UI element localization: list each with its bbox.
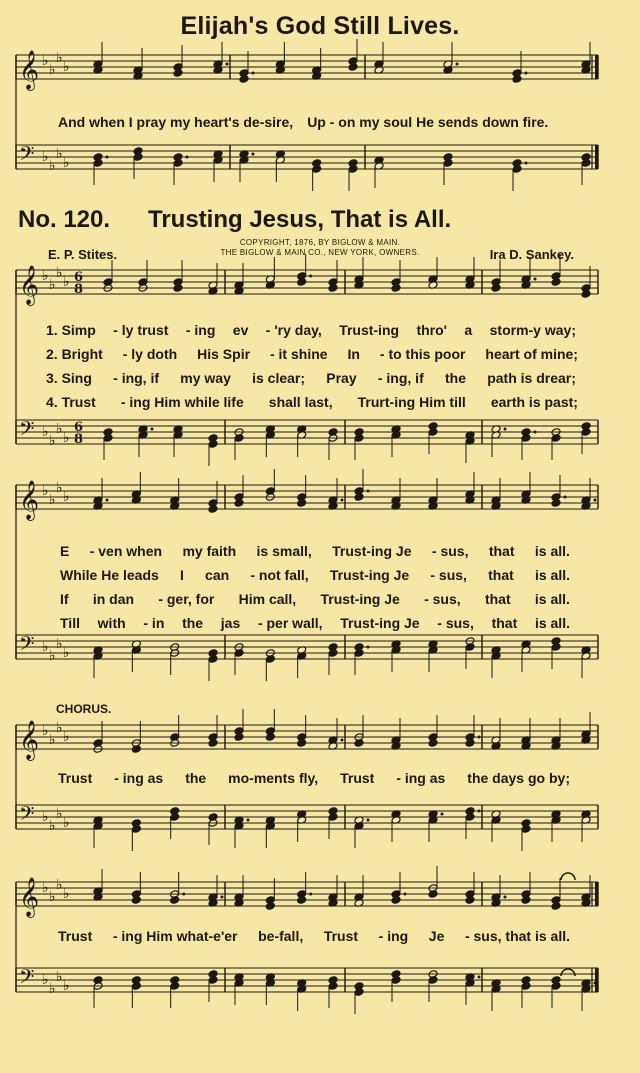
notehead bbox=[428, 890, 438, 899]
time-signature: 8 bbox=[74, 432, 84, 447]
lyric-segment: Trust-ing Je bbox=[340, 615, 420, 631]
notehead bbox=[354, 649, 364, 658]
notehead bbox=[131, 982, 141, 991]
lyric-segment: - ly trust bbox=[113, 322, 169, 338]
dot bbox=[534, 431, 537, 434]
flat-icon: ♭ bbox=[42, 149, 49, 165]
notehead bbox=[391, 284, 401, 293]
notehead bbox=[491, 284, 501, 293]
notehead bbox=[93, 159, 103, 168]
lyricist-credit: E. P. Stites. bbox=[48, 247, 118, 262]
notehead bbox=[131, 745, 141, 754]
notehead bbox=[428, 976, 438, 985]
verse-3-line-2 bbox=[60, 591, 570, 607]
bass-clef-icon: 𝄢 bbox=[19, 417, 35, 445]
notehead bbox=[354, 434, 364, 443]
lyric-segment: is all. bbox=[534, 591, 570, 607]
notehead bbox=[512, 165, 522, 174]
lyric-segment: - ing, if bbox=[377, 370, 424, 386]
lyric-segment: While He leads bbox=[60, 567, 159, 583]
notehead bbox=[512, 75, 522, 84]
notehead bbox=[521, 896, 531, 905]
notehead bbox=[328, 813, 338, 822]
flat-icon: ♭ bbox=[56, 969, 63, 985]
lyric-segment: - not fall, bbox=[250, 567, 309, 583]
notehead bbox=[551, 982, 561, 991]
lyric-segment: my faith bbox=[182, 543, 237, 559]
lyric-segment: - ing Him what-e'er bbox=[112, 928, 238, 944]
dot bbox=[594, 499, 597, 502]
lyric-segment: in dan bbox=[92, 591, 135, 607]
lyric-segment: - sus, bbox=[437, 615, 474, 631]
lyric-segment: is all. bbox=[534, 543, 570, 559]
dot bbox=[341, 739, 344, 742]
notehead bbox=[428, 739, 438, 748]
lyric-segment: is small, bbox=[256, 543, 312, 559]
notehead bbox=[234, 499, 244, 508]
dot bbox=[478, 736, 481, 739]
dot bbox=[221, 896, 224, 899]
flat-icon: ♭ bbox=[56, 50, 63, 66]
lyric-segment: Trust bbox=[58, 770, 93, 786]
dot bbox=[247, 819, 250, 822]
lyric-segment: that bbox=[488, 543, 515, 559]
notehead bbox=[354, 988, 364, 997]
flat-icon: ♭ bbox=[49, 492, 56, 508]
notehead bbox=[551, 902, 561, 911]
notehead bbox=[328, 649, 338, 658]
lyric-segment: Trust-ing Je bbox=[320, 591, 400, 607]
flat-icon: ♭ bbox=[63, 59, 70, 75]
notehead bbox=[328, 284, 338, 293]
lyric-segment: - it shine bbox=[269, 346, 328, 362]
flat-icon: ♭ bbox=[63, 645, 70, 661]
lyric-segment: my way bbox=[180, 370, 231, 386]
lyric-segment: - per wall, bbox=[257, 615, 323, 631]
lyric-segment: Till bbox=[60, 615, 80, 631]
dot bbox=[106, 156, 109, 159]
dot bbox=[456, 63, 459, 66]
notehead bbox=[551, 643, 561, 652]
lyric-segment: - ing bbox=[378, 928, 409, 944]
dot bbox=[504, 428, 507, 431]
lyric-segment: Trust bbox=[340, 770, 375, 786]
notehead bbox=[234, 434, 244, 443]
notehead bbox=[521, 982, 531, 991]
dot bbox=[252, 72, 255, 75]
flat-icon: ♭ bbox=[42, 639, 49, 655]
chorus-line-2 bbox=[58, 928, 570, 944]
lyric-segment: shall last, bbox=[268, 394, 333, 410]
notehead bbox=[551, 434, 561, 443]
lyric-segment: - ly doth bbox=[122, 346, 178, 362]
flat-icon: ♭ bbox=[49, 158, 56, 174]
lyric-segment: 2. Bright bbox=[46, 346, 103, 362]
notehead bbox=[297, 739, 307, 748]
notehead bbox=[208, 739, 218, 748]
flat-icon: ♭ bbox=[63, 430, 70, 446]
flat-icon: ♭ bbox=[42, 723, 49, 739]
final-barline bbox=[595, 145, 598, 169]
notehead bbox=[239, 75, 249, 84]
notehead bbox=[170, 982, 180, 991]
lyric-segment: - ing Him while life bbox=[120, 394, 244, 410]
lyric-segment: 4. Trust bbox=[46, 394, 96, 410]
flat-icon: ♭ bbox=[56, 421, 63, 437]
verse-4-line-2 bbox=[60, 615, 570, 631]
dot bbox=[182, 893, 185, 896]
dot bbox=[478, 810, 481, 813]
notehead bbox=[391, 976, 401, 985]
lyric-segment: can bbox=[205, 567, 230, 583]
lyric-segment: jas bbox=[220, 615, 241, 631]
treble-clef-icon: 𝄞 bbox=[19, 50, 40, 90]
lyric-segment: the days go by; bbox=[467, 770, 570, 786]
notehead bbox=[312, 165, 322, 174]
flat-icon: ♭ bbox=[56, 877, 63, 893]
notehead bbox=[208, 655, 218, 664]
dot bbox=[478, 976, 481, 979]
dot bbox=[106, 499, 109, 502]
dot bbox=[367, 646, 370, 649]
lyric-segment: heart of mine; bbox=[485, 346, 578, 362]
notehead bbox=[265, 655, 275, 664]
flat-icon: ♭ bbox=[42, 809, 49, 825]
bass-clef-icon: 𝄢 bbox=[19, 142, 35, 170]
lyric-segment: - in bbox=[143, 615, 165, 631]
dot bbox=[341, 499, 344, 502]
treble-clef-icon: 𝄞 bbox=[19, 720, 40, 760]
flat-icon: ♭ bbox=[56, 806, 63, 822]
composer-credit: Ira D. Sankey. bbox=[489, 247, 574, 262]
hymn-number: No. 120. bbox=[18, 206, 111, 233]
copyright-line: COPYRIGHT, 1876, BY BIGLOW & MAIN. bbox=[239, 238, 401, 247]
dot bbox=[525, 162, 528, 165]
dot bbox=[309, 893, 312, 896]
notehead bbox=[297, 896, 307, 905]
lyric-segment: - ing bbox=[185, 322, 216, 338]
dot bbox=[151, 428, 154, 431]
treble-clef-icon: 𝄞 bbox=[19, 265, 40, 305]
notehead bbox=[551, 278, 561, 287]
flat-icon: ♭ bbox=[63, 978, 70, 994]
lyric-segment: - ing as bbox=[396, 770, 446, 786]
lyric-segment: - ger, for bbox=[158, 591, 215, 607]
notehead bbox=[297, 278, 307, 287]
final-barline bbox=[595, 882, 598, 906]
lyric-segment: And when I pray my heart's de-sire, bbox=[58, 114, 294, 130]
notehead bbox=[234, 733, 244, 742]
bass-clef-icon: 𝄢 bbox=[19, 632, 35, 660]
flat-icon: ♭ bbox=[42, 424, 49, 440]
flat-icon: ♭ bbox=[56, 480, 63, 496]
flat-icon: ♭ bbox=[63, 729, 70, 745]
lyric-segment: path is drear; bbox=[487, 370, 576, 386]
lyric-segment: - sus, bbox=[431, 543, 469, 559]
lyric-segment: that bbox=[491, 615, 518, 631]
lyric-segment: Trust bbox=[323, 928, 359, 944]
dot bbox=[594, 982, 597, 985]
lyric-segment: a bbox=[464, 322, 473, 338]
notehead bbox=[391, 896, 401, 905]
flat-icon: ♭ bbox=[42, 483, 49, 499]
lyric-segment: the bbox=[182, 615, 204, 631]
lyric-segment: E bbox=[60, 543, 70, 559]
dot bbox=[252, 153, 255, 156]
lyric-segment: Him call, bbox=[238, 591, 297, 607]
flat-icon: ♭ bbox=[56, 720, 63, 736]
lyric-segment: Trust bbox=[58, 928, 93, 944]
notehead bbox=[297, 499, 307, 508]
flat-icon: ♭ bbox=[63, 274, 70, 290]
notehead bbox=[170, 813, 180, 822]
treble-clef-icon: 𝄞 bbox=[19, 480, 40, 520]
notehead bbox=[173, 159, 183, 168]
flat-icon: ♭ bbox=[49, 732, 56, 748]
notehead bbox=[465, 896, 475, 905]
lyric-segment: is all. bbox=[534, 615, 570, 631]
notehead bbox=[354, 739, 364, 748]
notehead bbox=[521, 434, 531, 443]
lyric-segment: 1. Simp bbox=[46, 322, 96, 338]
notehead bbox=[131, 896, 141, 905]
notehead bbox=[428, 428, 438, 437]
flat-icon: ♭ bbox=[42, 972, 49, 988]
lyric-segment: Trurt-ing Him till bbox=[357, 394, 466, 410]
prev-hymn-title: Elijah's God Still Lives. bbox=[180, 12, 460, 40]
lyric-segment: In bbox=[347, 346, 360, 362]
lyric-segment: that bbox=[488, 567, 514, 583]
hymn-header bbox=[18, 206, 628, 234]
lyric-segment: Trust-ing bbox=[339, 322, 400, 338]
notehead bbox=[348, 63, 358, 72]
flat-icon: ♭ bbox=[49, 648, 56, 664]
lyric-segment: - ven when bbox=[89, 543, 163, 559]
lyric-segment: be-fall, bbox=[258, 928, 304, 944]
lyric-segment: - sus, that is all. bbox=[464, 928, 570, 944]
lyric-segment: Trust-ing Je bbox=[332, 543, 412, 559]
flat-icon: ♭ bbox=[63, 155, 70, 171]
flat-icon: ♭ bbox=[49, 433, 56, 449]
lyric-segment: storm-y way; bbox=[489, 322, 576, 338]
lyric-segment: - sus, bbox=[424, 591, 461, 607]
dot bbox=[226, 63, 229, 66]
notehead bbox=[443, 159, 453, 168]
notehead bbox=[581, 290, 591, 299]
verse-3-line-1 bbox=[46, 370, 576, 386]
notehead bbox=[465, 813, 475, 822]
notehead bbox=[265, 733, 275, 742]
flat-icon: ♭ bbox=[42, 53, 49, 69]
fermata-icon bbox=[561, 873, 575, 880]
flat-icon: ♭ bbox=[42, 268, 49, 284]
lyric-segment: - ing, if bbox=[113, 370, 160, 386]
flat-icon: ♭ bbox=[49, 62, 56, 78]
dot bbox=[367, 819, 370, 822]
copyright-notice bbox=[170, 238, 470, 258]
notehead bbox=[551, 499, 561, 508]
notehead bbox=[103, 434, 113, 443]
verse-2-line-1 bbox=[46, 346, 578, 362]
final-barline bbox=[595, 55, 598, 79]
notehead bbox=[581, 159, 591, 168]
notehead bbox=[465, 643, 475, 652]
lyric-segment: - sus, bbox=[430, 567, 467, 583]
lyric-segment: thro' bbox=[416, 322, 448, 338]
notehead bbox=[208, 505, 218, 514]
flat-icon: ♭ bbox=[56, 146, 63, 162]
flat-icon: ♭ bbox=[49, 981, 56, 997]
notehead bbox=[133, 153, 143, 162]
prev-hymn-lyric bbox=[58, 114, 580, 130]
notehead bbox=[354, 493, 364, 502]
dot bbox=[441, 813, 444, 816]
lyric-segment: - to this poor bbox=[379, 346, 466, 362]
lyric-segment: mo-ments fly, bbox=[228, 770, 319, 786]
flat-icon: ♭ bbox=[49, 818, 56, 834]
verse-1-line-1 bbox=[46, 322, 576, 338]
lyric-segment: I bbox=[179, 567, 184, 583]
verse-2-line-2 bbox=[60, 567, 570, 583]
flat-icon: ♭ bbox=[49, 889, 56, 905]
notehead bbox=[173, 284, 183, 293]
bass-clef-icon: 𝄢 bbox=[19, 802, 35, 830]
notehead bbox=[581, 428, 591, 437]
flat-icon: ♭ bbox=[49, 277, 56, 293]
lyric-segment: earth is past; bbox=[490, 394, 578, 410]
time-signature: 6 bbox=[74, 420, 84, 435]
notehead bbox=[465, 739, 475, 748]
lyric-segment: the bbox=[185, 770, 207, 786]
dot bbox=[309, 275, 312, 278]
lyric-segment: His Spir bbox=[197, 346, 251, 362]
hymn-title: Trusting Jesus, That is All. bbox=[148, 206, 452, 233]
verse-1-line-2 bbox=[60, 543, 570, 559]
copyright-line: THE BIGLOW & MAIN CO., NEW YORK, OWNERS. bbox=[220, 248, 420, 257]
lyric-segment: 3. Sing bbox=[46, 370, 92, 386]
chorus-line-1 bbox=[58, 770, 570, 786]
lyric-segment: is clear; bbox=[252, 370, 306, 386]
flat-icon: ♭ bbox=[56, 265, 63, 281]
chorus-label: CHORUS. bbox=[56, 702, 112, 716]
flat-icon: ♭ bbox=[42, 880, 49, 896]
dot bbox=[564, 496, 567, 499]
dot bbox=[186, 156, 189, 159]
notehead bbox=[348, 165, 358, 174]
verse-4-line-1 bbox=[46, 394, 578, 410]
notehead bbox=[521, 825, 531, 834]
time-signature: 8 bbox=[74, 282, 84, 297]
lyric-segment: ev bbox=[232, 322, 249, 338]
flat-icon: ♭ bbox=[63, 886, 70, 902]
notehead bbox=[170, 896, 180, 905]
lyric-segment: that bbox=[484, 591, 511, 607]
flat-icon: ♭ bbox=[63, 489, 70, 505]
dot bbox=[367, 490, 370, 493]
final-barline bbox=[595, 968, 598, 992]
lyric-segment: - ing as bbox=[114, 770, 164, 786]
notehead bbox=[234, 649, 244, 658]
notehead bbox=[208, 440, 218, 449]
treble-clef-icon: 𝄞 bbox=[19, 877, 40, 917]
dot bbox=[534, 278, 537, 281]
flat-icon: ♭ bbox=[56, 636, 63, 652]
lyric-segment: is all. bbox=[534, 567, 570, 583]
notehead bbox=[131, 825, 141, 834]
flat-icon: ♭ bbox=[63, 815, 70, 831]
notehead bbox=[208, 976, 218, 985]
time-signature: 6 bbox=[74, 270, 84, 285]
lyric-segment: Je bbox=[428, 928, 445, 944]
bass-clef-icon: 𝄢 bbox=[19, 965, 35, 993]
notehead bbox=[173, 69, 183, 78]
lyric-segment: the bbox=[444, 370, 466, 386]
dot bbox=[404, 893, 407, 896]
fermata-icon bbox=[561, 969, 575, 976]
dot bbox=[525, 72, 528, 75]
lyric-segment: Up - on my soul He sends down fire. bbox=[307, 114, 549, 130]
lyric-segment: Trust-ing Je bbox=[329, 567, 410, 583]
lyric-segment: - 'ry day, bbox=[265, 322, 322, 338]
dot bbox=[504, 896, 507, 899]
notehead bbox=[265, 902, 275, 911]
lyric-segment: with bbox=[97, 615, 126, 631]
lyric-segment: Pray bbox=[326, 370, 357, 386]
notehead bbox=[328, 982, 338, 991]
lyric-segment: If bbox=[60, 591, 69, 607]
